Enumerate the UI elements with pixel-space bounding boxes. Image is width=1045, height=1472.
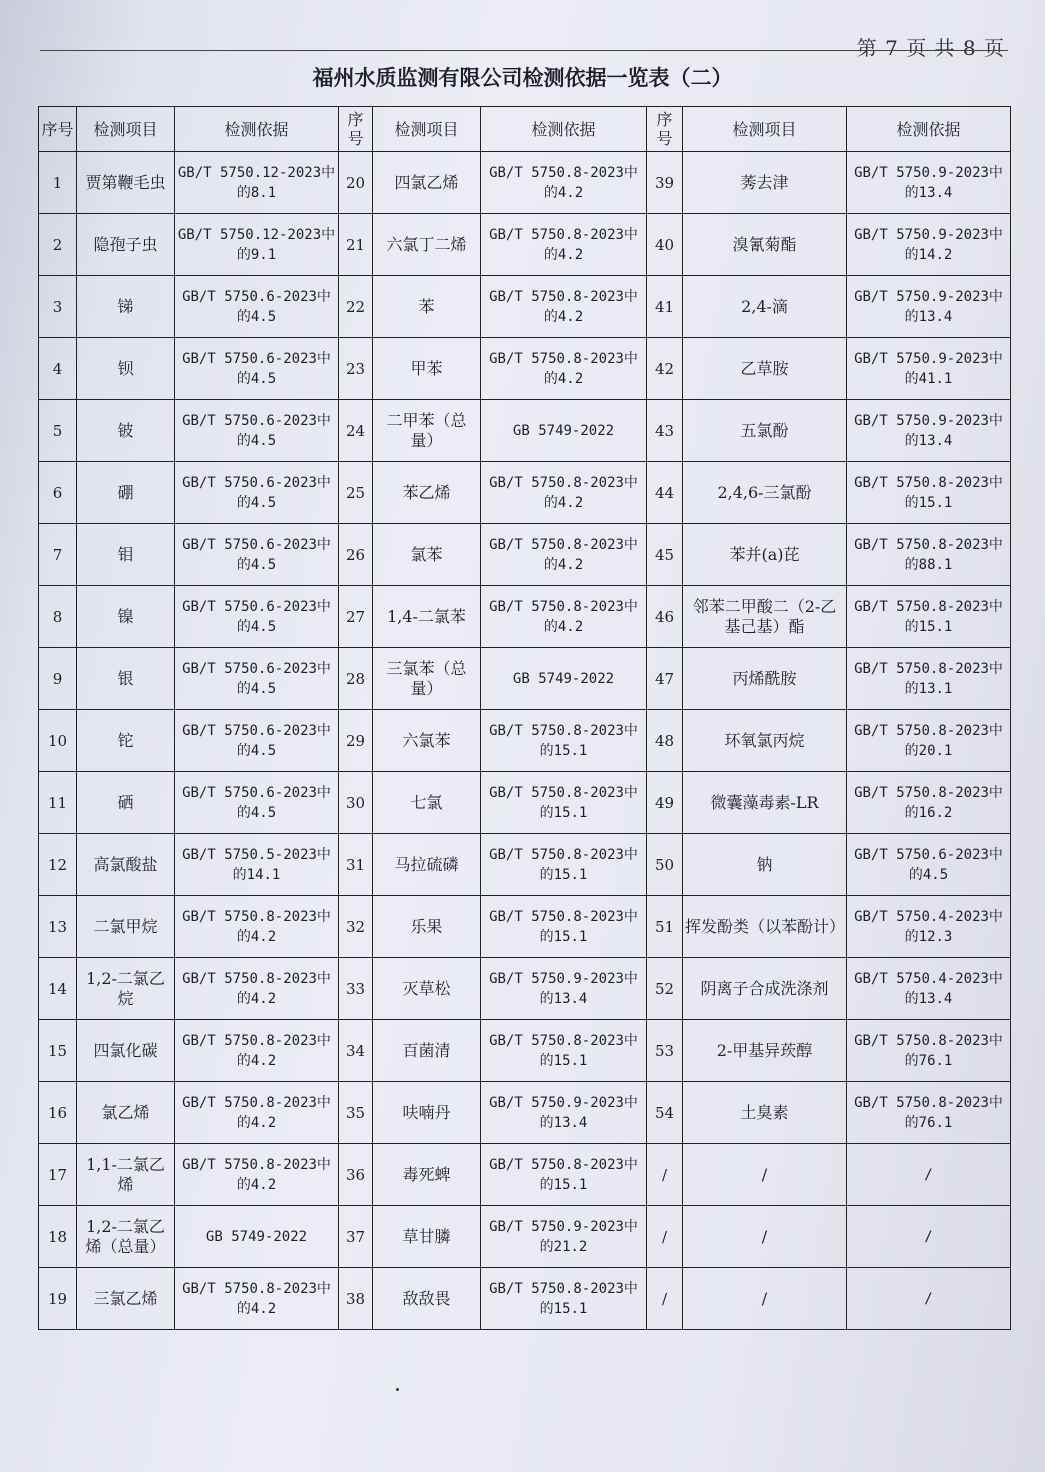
cell-basis-3: GB/T 5750.4-2023中的12.3 [847,896,1011,958]
cell-serial-3: 51 [647,896,683,958]
cell-serial-1: 14 [39,958,77,1020]
cell-serial-3: 46 [647,586,683,648]
cell-serial-3: 49 [647,772,683,834]
cell-item-1: 钼 [77,524,175,586]
cell-basis-3: GB/T 5750.9-2023中的13.4 [847,276,1011,338]
cell-serial-2: 30 [339,772,373,834]
cell-item-3: 钠 [683,834,847,896]
cell-item-3: 土臭素 [683,1082,847,1144]
cell-serial-2: 38 [339,1268,373,1330]
cell-item-1: 隐孢子虫 [77,214,175,276]
table-row [39,896,1011,958]
cell-basis-3: GB/T 5750.4-2023中的13.4 [847,958,1011,1020]
cell-item-1: 铍 [77,400,175,462]
table-row [39,214,1011,276]
cell-serial-1: 15 [39,1020,77,1082]
cell-serial-2: 27 [339,586,373,648]
cell-item-2: 百菌清 [373,1020,481,1082]
cell-basis-1: GB/T 5750.6-2023中的4.5 [175,338,339,400]
table-row [39,338,1011,400]
header-serial-3: 序号 [647,107,683,152]
cell-item-3: 乙草胺 [683,338,847,400]
table-row [39,1206,1011,1268]
header-item-2: 检测项目 [373,107,481,152]
cell-serial-2: 29 [339,710,373,772]
cell-basis-2: GB/T 5750.8-2023中的4.2 [481,276,647,338]
cell-basis-3: / [847,1144,1011,1206]
cell-basis-1: GB/T 5750.6-2023中的4.5 [175,276,339,338]
cell-item-3: 丙烯酰胺 [683,648,847,710]
cell-item-2: 马拉硫磷 [373,834,481,896]
cell-serial-1: 3 [39,276,77,338]
cell-item-1: 1,2-二氯乙烯（总量） [77,1206,175,1268]
table-row [39,276,1011,338]
table-row [39,958,1011,1020]
cell-serial-2: 24 [339,400,373,462]
cell-serial-3: 42 [647,338,683,400]
cell-serial-3: / [647,1144,683,1206]
cell-basis-1: GB/T 5750.5-2023中的14.1 [175,834,339,896]
cell-basis-2: GB 5749-2022 [481,400,647,462]
cell-serial-3: 40 [647,214,683,276]
cell-serial-2: 28 [339,648,373,710]
cell-basis-2: GB/T 5750.8-2023中的15.1 [481,896,647,958]
cell-item-1: 镍 [77,586,175,648]
cell-item-3: 溴氰菊酯 [683,214,847,276]
cell-basis-3: / [847,1206,1011,1268]
cell-basis-3: GB/T 5750.9-2023中的14.2 [847,214,1011,276]
table-row [39,1082,1011,1144]
cell-serial-2: 37 [339,1206,373,1268]
cell-serial-3: 50 [647,834,683,896]
cell-serial-2: 26 [339,524,373,586]
cell-item-1: 钡 [77,338,175,400]
cell-serial-1: 18 [39,1206,77,1268]
cell-basis-2: GB/T 5750.9-2023中的13.4 [481,1082,647,1144]
cell-item-1: 铊 [77,710,175,772]
cell-serial-1: 19 [39,1268,77,1330]
cell-basis-1: GB/T 5750.8-2023中的4.2 [175,1268,339,1330]
cell-serial-1: 1 [39,152,77,214]
cell-basis-1: GB/T 5750.6-2023中的4.5 [175,586,339,648]
cell-serial-1: 17 [39,1144,77,1206]
cell-serial-1: 5 [39,400,77,462]
cell-item-3: 微囊藻毒素-LR [683,772,847,834]
cell-basis-2: GB/T 5750.8-2023中的4.2 [481,152,647,214]
cell-basis-3: GB/T 5750.8-2023中的76.1 [847,1020,1011,1082]
cell-serial-3: / [647,1268,683,1330]
cell-item-2: 毒死蜱 [373,1144,481,1206]
table-row [39,834,1011,896]
header-item-1: 检测项目 [77,107,175,152]
cell-basis-3: GB/T 5750.9-2023中的41.1 [847,338,1011,400]
cell-serial-1: 4 [39,338,77,400]
cell-basis-2: GB/T 5750.8-2023中的15.1 [481,1020,647,1082]
table-row [39,400,1011,462]
cell-item-1: 四氯化碳 [77,1020,175,1082]
cell-item-2: 呋喃丹 [373,1082,481,1144]
cell-item-1: 1,2-二氯乙烷 [77,958,175,1020]
cell-basis-2: GB/T 5750.8-2023中的15.1 [481,710,647,772]
cell-basis-2: GB/T 5750.8-2023中的15.1 [481,1268,647,1330]
cell-item-3: 五氯酚 [683,400,847,462]
cell-item-3: 2,4-滴 [683,276,847,338]
cell-basis-3: GB/T 5750.8-2023中的20.1 [847,710,1011,772]
header-serial-2: 序号 [339,107,373,152]
cell-basis-1: GB/T 5750.12-2023中的9.1 [175,214,339,276]
table-row [39,524,1011,586]
cell-serial-2: 22 [339,276,373,338]
cell-item-2: 氯苯 [373,524,481,586]
cell-basis-2: GB/T 5750.8-2023中的4.2 [481,338,647,400]
cell-serial-2: 35 [339,1082,373,1144]
document-title: 福州水质监测有限公司检测依据一览表（二） [312,66,733,90]
table-row [39,772,1011,834]
cell-item-2: 1,4-二氯苯 [373,586,481,648]
cell-basis-3: GB/T 5750.8-2023中的15.1 [847,462,1011,524]
cell-serial-2: 31 [339,834,373,896]
header-basis-2: 检测依据 [481,107,647,152]
cell-serial-3: 47 [647,648,683,710]
cell-basis-2: GB/T 5750.8-2023中的4.2 [481,586,647,648]
cell-item-3: 莠去津 [683,152,847,214]
cell-basis-3: GB/T 5750.9-2023中的13.4 [847,152,1011,214]
cell-item-1: 氯乙烯 [77,1082,175,1144]
cell-basis-1: GB/T 5750.6-2023中的4.5 [175,524,339,586]
cell-serial-1: 10 [39,710,77,772]
cell-serial-1: 9 [39,648,77,710]
cell-item-3: 阴离子合成洗涤剂 [683,958,847,1020]
cell-basis-1: GB/T 5750.6-2023中的4.5 [175,772,339,834]
cell-serial-1: 13 [39,896,77,958]
cell-basis-2: GB/T 5750.8-2023中的4.2 [481,214,647,276]
cell-serial-3: 43 [647,400,683,462]
cell-item-3: 挥发酚类（以苯酚计） [683,896,847,958]
cell-item-1: 银 [77,648,175,710]
cell-item-3: 邻苯二甲酸二（2-乙基己基）酯 [683,586,847,648]
cell-item-2: 草甘膦 [373,1206,481,1268]
cell-serial-3: 54 [647,1082,683,1144]
cell-serial-1: 16 [39,1082,77,1144]
table-row [39,710,1011,772]
cell-item-1: 锑 [77,276,175,338]
cell-serial-1: 6 [39,462,77,524]
cell-item-1: 贾第鞭毛虫 [77,152,175,214]
cell-basis-1: GB/T 5750.8-2023中的4.2 [175,1144,339,1206]
cell-item-3: / [683,1268,847,1330]
cell-basis-3: GB/T 5750.8-2023中的88.1 [847,524,1011,586]
cell-item-2: 甲苯 [373,338,481,400]
cell-item-3: 2,4,6-三氯酚 [683,462,847,524]
header-rule [40,50,1008,51]
cell-item-3: / [683,1206,847,1268]
table-row [39,152,1011,214]
stray-mark [396,1388,399,1391]
table-header-row [39,107,1011,152]
cell-basis-3: GB/T 5750.8-2023中的13.1 [847,648,1011,710]
cell-item-2: 敌敌畏 [373,1268,481,1330]
cell-item-1: 二氯甲烷 [77,896,175,958]
cell-basis-2: GB/T 5750.8-2023中的4.2 [481,524,647,586]
table-body [39,152,1011,1330]
cell-basis-2: GB 5749-2022 [481,648,647,710]
cell-basis-2: GB/T 5750.8-2023中的15.1 [481,1144,647,1206]
cell-serial-1: 12 [39,834,77,896]
cell-serial-3: 45 [647,524,683,586]
cell-item-3: / [683,1144,847,1206]
cell-item-2: 四氯乙烯 [373,152,481,214]
cell-basis-3: GB/T 5750.8-2023中的76.1 [847,1082,1011,1144]
header-item-3: 检测项目 [683,107,847,152]
cell-basis-3: / [847,1268,1011,1330]
cell-basis-1: GB/T 5750.6-2023中的4.5 [175,648,339,710]
cell-serial-3: 44 [647,462,683,524]
table-row [39,586,1011,648]
cell-serial-3: 53 [647,1020,683,1082]
cell-basis-1: GB/T 5750.6-2023中的4.5 [175,710,339,772]
cell-serial-2: 36 [339,1144,373,1206]
header-serial-1: 序号 [39,107,77,152]
cell-item-2: 六氯苯 [373,710,481,772]
cell-item-2: 灭草松 [373,958,481,1020]
cell-basis-3: GB/T 5750.6-2023中的4.5 [847,834,1011,896]
cell-item-1: 1,1-二氯乙烯 [77,1144,175,1206]
cell-basis-1: GB/T 5750.12-2023中的8.1 [175,152,339,214]
cell-basis-2: GB/T 5750.8-2023中的15.1 [481,834,647,896]
cell-serial-3: 52 [647,958,683,1020]
header-basis-1: 检测依据 [175,107,339,152]
cell-item-2: 苯 [373,276,481,338]
table-row [39,648,1011,710]
cell-item-3: 环氧氯丙烷 [683,710,847,772]
cell-basis-1: GB/T 5750.6-2023中的4.5 [175,400,339,462]
table-row [39,1144,1011,1206]
cell-serial-3: 41 [647,276,683,338]
cell-serial-1: 8 [39,586,77,648]
cell-serial-2: 23 [339,338,373,400]
cell-serial-3: / [647,1206,683,1268]
cell-serial-2: 33 [339,958,373,1020]
cell-item-2: 苯乙烯 [373,462,481,524]
header-basis-3: 检测依据 [847,107,1011,152]
cell-basis-2: GB/T 5750.9-2023中的13.4 [481,958,647,1020]
detection-basis-table [38,106,1011,1330]
cell-item-1: 硒 [77,772,175,834]
cell-item-3: 2-甲基异莰醇 [683,1020,847,1082]
cell-item-2: 六氯丁二烯 [373,214,481,276]
cell-serial-2: 21 [339,214,373,276]
cell-basis-3: GB/T 5750.9-2023中的13.4 [847,400,1011,462]
cell-basis-2: GB/T 5750.9-2023中的21.2 [481,1206,647,1268]
cell-serial-2: 20 [339,152,373,214]
cell-basis-2: GB/T 5750.8-2023中的15.1 [481,772,647,834]
cell-basis-3: GB/T 5750.8-2023中的15.1 [847,586,1011,648]
cell-item-2: 二甲苯（总量） [373,400,481,462]
cell-serial-1: 7 [39,524,77,586]
cell-serial-1: 11 [39,772,77,834]
cell-serial-1: 2 [39,214,77,276]
table-row [39,462,1011,524]
cell-item-1: 三氯乙烯 [77,1268,175,1330]
cell-basis-3: GB/T 5750.8-2023中的16.2 [847,772,1011,834]
cell-item-3: 苯并(a)芘 [683,524,847,586]
page-number-indicator: 第 7 页 共 8 页 [856,36,1005,60]
cell-item-1: 高氯酸盐 [77,834,175,896]
cell-serial-2: 34 [339,1020,373,1082]
table-row [39,1020,1011,1082]
table-row [39,1268,1011,1330]
cell-basis-1: GB/T 5750.8-2023中的4.2 [175,896,339,958]
cell-serial-2: 32 [339,896,373,958]
cell-item-2: 七氯 [373,772,481,834]
cell-basis-1: GB/T 5750.6-2023中的4.5 [175,462,339,524]
cell-basis-1: GB/T 5750.8-2023中的4.2 [175,958,339,1020]
cell-basis-1: GB 5749-2022 [175,1206,339,1268]
cell-item-2: 乐果 [373,896,481,958]
cell-serial-3: 48 [647,710,683,772]
cell-item-1: 硼 [77,462,175,524]
cell-item-2: 三氯苯（总量） [373,648,481,710]
cell-basis-2: GB/T 5750.8-2023中的4.2 [481,462,647,524]
cell-serial-2: 25 [339,462,373,524]
cell-basis-1: GB/T 5750.8-2023中的4.2 [175,1082,339,1144]
cell-basis-1: GB/T 5750.8-2023中的4.2 [175,1020,339,1082]
cell-serial-3: 39 [647,152,683,214]
